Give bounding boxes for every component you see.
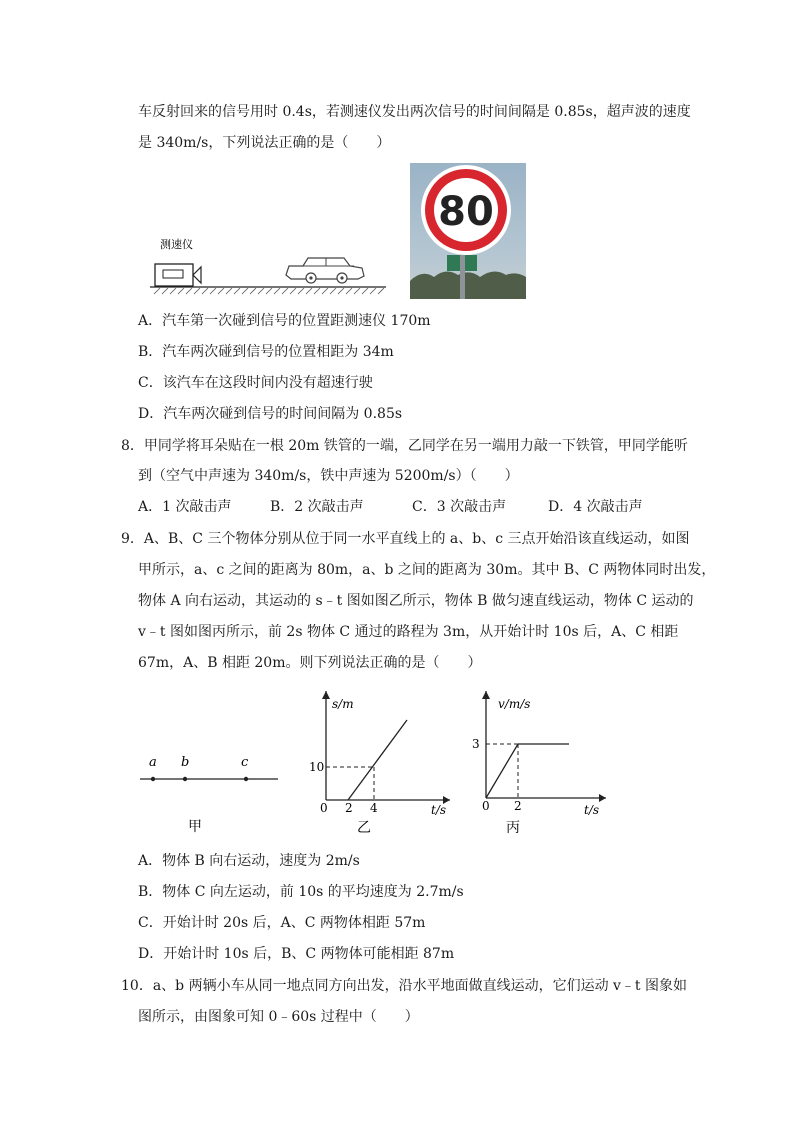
- q7-option-d: D．汽车两次碰到信号的时间间隔为 0.85s: [138, 406, 403, 422]
- label-c: c: [241, 755, 249, 770]
- x-axis-label: t/s: [431, 803, 447, 817]
- device-label: 测速仪: [160, 238, 193, 251]
- y-tick-3: 3: [472, 737, 480, 751]
- q8-option-b: B．2 次敲击声: [270, 499, 364, 515]
- v-t-rise: [486, 744, 518, 798]
- q9-line4: v﹣t 图如图丙所示，前 2s 物体 C 通过的路程为 3m，从开始计时 10s 后，A、C 相距: [138, 624, 679, 640]
- q10-line1: 10．a、b 两辆小车从同一地点同方向出发，沿水平地面做直线运动，它们运动 v﹣t 图象如: [121, 978, 688, 994]
- label-a: a: [149, 755, 157, 770]
- q8-option-a: A．1 次敲击声: [138, 499, 232, 515]
- speed-detector-figure: [148, 232, 390, 298]
- q8-line2: 到（空气中声速为 340m/s，铁中声速为 5200m/s）（ ）: [138, 468, 519, 484]
- figure-bing-vt-graph: [466, 686, 616, 838]
- point-a: [151, 777, 155, 781]
- q7-line2: 是 340m/s，下列说法正确的是（ ）: [138, 135, 391, 151]
- q9-option-b: B．物体 C 向左运动，前 10s 的平均速度为 2.7m/s: [138, 884, 464, 900]
- y-axis-label: v/m/s: [498, 697, 531, 711]
- caption-yi: 乙: [357, 820, 371, 836]
- q9-option-a: A．物体 B 向右运动，速度为 2m/s: [138, 853, 360, 869]
- q8-option-c: C．3 次敲击声: [412, 499, 507, 515]
- car-icon: [286, 258, 364, 283]
- q8-option-d: D．4 次敲击声: [548, 499, 643, 515]
- caption-jia: 甲: [188, 819, 202, 835]
- y-axis-label: s/m: [332, 697, 354, 711]
- ground: [150, 287, 386, 294]
- point-c: [244, 777, 248, 781]
- x-tick-2: 2: [514, 799, 522, 813]
- x-tick-4: 4: [370, 801, 378, 815]
- speed-limit-sign-photo: [410, 163, 526, 299]
- speed-detector-icon: [155, 264, 201, 286]
- point-b: [183, 777, 187, 781]
- q9-line1: 9．A、B、C 三个物体分别从位于同一水平直线上的 a、b、c 三点开始沿该直线运动，如图: [121, 531, 690, 547]
- origin-label: 0: [320, 801, 328, 815]
- q7-option-a: A．汽车第一次碰到信号的位置距测速仪 170m: [138, 313, 431, 329]
- label-b: b: [181, 755, 190, 770]
- q9-line5: 67m，A、B 相距 20m。则下列说法正确的是（ ）: [138, 655, 482, 671]
- figure-jia: [138, 748, 278, 840]
- q10-line2: 图所示，由图象可知 0﹣60s 过程中（ ）: [138, 1009, 419, 1025]
- caption-bing: 丙: [506, 820, 520, 836]
- q9-line3: 物体 A 向右运动，其运动的 s﹣t 图如图乙所示，物体 B 做匀速直线运动，物体 C 运动的: [138, 593, 694, 609]
- speed-limit-number: 80: [438, 189, 494, 235]
- q9-option-d: D．开始计时 10s 后，B、C 两物体可能相距 87m: [138, 946, 455, 962]
- q7-option-b: B．汽车两次碰到信号的位置相距为 34m: [138, 344, 394, 360]
- s-t-line: [348, 720, 407, 800]
- q9-option-c: C．开始计时 20s 后，A、C 两物体相距 57m: [138, 915, 426, 931]
- x-axis-label: t/s: [584, 803, 600, 817]
- q8-line1: 8．甲同学将耳朵贴在一根 20m 铁管的一端，乙同学在另一端用力敲一下铁管，甲同学能听: [121, 438, 688, 454]
- figure-yi-st-graph: [300, 686, 460, 838]
- q7-line1: 车反射回来的信号用时 0.4s，若测速仪发出两次信号的时间间隔是 0.85s，超声波的速度: [138, 104, 691, 120]
- q7-option-c: C．该汽车在这段时间内没有超速行驶: [138, 375, 373, 391]
- y-tick-10: 10: [309, 760, 325, 774]
- origin-label: 0: [482, 799, 490, 813]
- q9-line2: 甲所示，a、c 之间的距离为 80m，a、b 之间的距离为 30m。其中 B、C 两物体同时出发，: [138, 562, 716, 578]
- x-tick-2: 2: [345, 801, 353, 815]
